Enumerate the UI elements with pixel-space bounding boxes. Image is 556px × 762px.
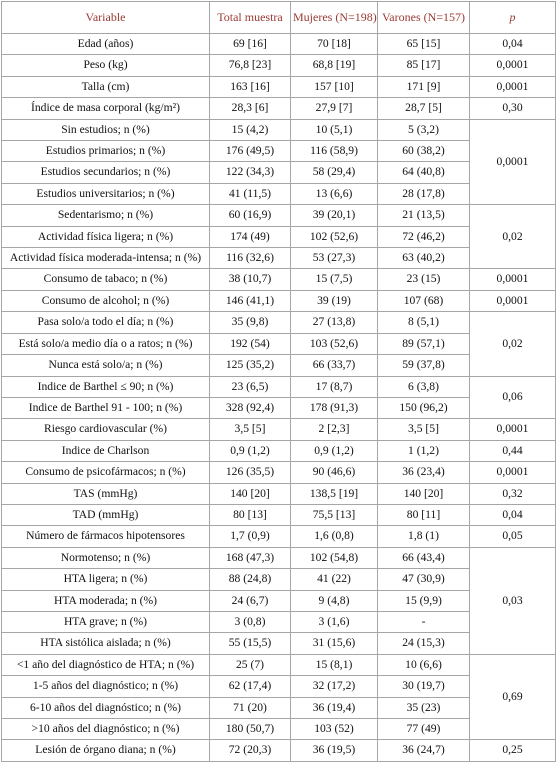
p-value-cell: 0,04	[470, 34, 556, 55]
p-value-cell: 0,0001	[470, 119, 556, 205]
mujeres-cell: 103 (52,6)	[291, 333, 378, 354]
mujeres-cell: 178 (91,3)	[291, 397, 378, 418]
total-cell: 174 (49)	[210, 226, 291, 247]
varones-cell: 80 [11]	[378, 504, 470, 525]
p-value-cell: 0,04	[470, 504, 556, 525]
total-cell: 192 (54)	[210, 333, 291, 354]
mujeres-cell: 3 (1,6)	[291, 611, 378, 632]
table-header	[2, 2, 556, 34]
mujeres-cell: 58 (29,4)	[291, 162, 378, 183]
total-cell: 71 (20)	[210, 697, 291, 718]
variable-cell: Edad (años)	[2, 34, 210, 55]
p-value-cell: 0,06	[470, 376, 556, 419]
variable-cell: Peso (kg)	[2, 55, 210, 76]
varones-cell: 60 (38,2)	[378, 141, 470, 162]
total-cell: 122 (34,3)	[210, 162, 291, 183]
variable-cell: Sedentarismo; n (%)	[2, 205, 210, 226]
total-cell: 55 (15,5)	[210, 633, 291, 654]
varones-cell: 28,7 [5]	[378, 98, 470, 119]
varones-cell: -	[378, 611, 470, 632]
p-value-cell: 0,03	[470, 547, 556, 654]
table-row	[2, 76, 556, 97]
varones-cell: 47 (30,9)	[378, 569, 470, 590]
mujeres-cell: 102 (52,6)	[291, 226, 378, 247]
header-variable: Variable	[2, 2, 210, 34]
total-cell: 328 (92,4)	[210, 397, 291, 418]
p-value-cell: 0,32	[470, 483, 556, 504]
p-value-cell: 0,0001	[470, 419, 556, 440]
total-cell: 0,9 (1,2)	[210, 440, 291, 461]
variable-cell: Estudios primarios; n (%)	[2, 141, 210, 162]
variable-cell: Pasa solo/a todo el día; n (%)	[2, 312, 210, 333]
mujeres-cell: 66 (33,7)	[291, 355, 378, 376]
variable-cell: Nunca está solo/a; n (%)	[2, 355, 210, 376]
p-value-cell: 0,0001	[470, 269, 556, 290]
varones-cell: 3,5 [5]	[378, 419, 470, 440]
varones-cell: 15 (9,9)	[378, 590, 470, 611]
varones-cell: 85 [17]	[378, 55, 470, 76]
total-cell: 1,7 (0,9)	[210, 526, 291, 547]
mujeres-cell: 53 (27,3)	[291, 248, 378, 269]
mujeres-cell: 0,9 (1,2)	[291, 440, 378, 461]
total-cell: 60 (16,9)	[210, 205, 291, 226]
variable-cell: HTA grave; n (%)	[2, 611, 210, 632]
p-value-cell: 0,02	[470, 205, 556, 269]
total-cell: 69 [16]	[210, 34, 291, 55]
mujeres-cell: 116 (58,9)	[291, 141, 378, 162]
variable-cell: Indice de Barthel 91 - 100; n (%)	[2, 397, 210, 418]
total-cell: 28,3 [6]	[210, 98, 291, 119]
variable-cell: <1 año del diagnóstico de HTA; n (%)	[2, 654, 210, 675]
variable-cell: Indice de Barthel ≤ 90; n (%)	[2, 376, 210, 397]
variable-cell: Estudios universitarios; n (%)	[2, 183, 210, 204]
variable-cell: Índice de masa corporal (kg/m²)	[2, 98, 210, 119]
total-cell: 3,5 [5]	[210, 419, 291, 440]
total-cell: 15 (4,2)	[210, 119, 291, 140]
total-cell: 25 (7)	[210, 654, 291, 675]
total-cell: 3 (0,8)	[210, 611, 291, 632]
mujeres-cell: 32 (17,2)	[291, 676, 378, 697]
variable-cell: 6-10 años del diagnóstico; n (%)	[2, 697, 210, 718]
varones-cell: 107 (68)	[378, 290, 470, 311]
total-cell: 76,8 [23]	[210, 55, 291, 76]
varones-cell: 21 (13,5)	[378, 205, 470, 226]
variable-cell: Riesgo cardiovascular (%)	[2, 419, 210, 440]
mujeres-cell: 9 (4,8)	[291, 590, 378, 611]
total-cell: 80 [13]	[210, 504, 291, 525]
varones-cell: 24 (15,3)	[378, 633, 470, 654]
table-body	[2, 34, 556, 762]
mujeres-cell: 39 (19)	[291, 290, 378, 311]
mujeres-cell: 27,9 [7]	[291, 98, 378, 119]
varones-cell: 89 (57,1)	[378, 333, 470, 354]
table-row	[2, 419, 556, 440]
total-cell: 163 [16]	[210, 76, 291, 97]
variable-cell: Estudios secundarios; n (%)	[2, 162, 210, 183]
variable-cell: Talla (cm)	[2, 76, 210, 97]
p-value-cell: 0,69	[470, 654, 556, 740]
table-row	[2, 312, 556, 333]
mujeres-cell: 15 (7,5)	[291, 269, 378, 290]
total-cell: 146 (41,1)	[210, 290, 291, 311]
p-value-cell: 0,02	[470, 312, 556, 376]
header-mujeres: Mujeres (N=198)	[291, 2, 378, 34]
p-value-cell: 0,0001	[470, 290, 556, 311]
varones-cell: 8 (5,1)	[378, 312, 470, 333]
p-value-cell: 0,30	[470, 98, 556, 119]
total-cell: 38 (10,7)	[210, 269, 291, 290]
varones-cell: 59 (37,8)	[378, 355, 470, 376]
mujeres-cell: 102 (54,8)	[291, 547, 378, 568]
p-value-cell: 0,05	[470, 526, 556, 547]
varones-cell: 171 [9]	[378, 76, 470, 97]
table-row	[2, 55, 556, 76]
mujeres-cell: 41 (22)	[291, 569, 378, 590]
header-p-value: p	[470, 2, 556, 34]
variable-cell: Actividad física ligera; n (%)	[2, 226, 210, 247]
varones-cell: 77 (49)	[378, 719, 470, 740]
variable-cell: Consumo de tabaco; n (%)	[2, 269, 210, 290]
varones-cell: 6 (3,8)	[378, 376, 470, 397]
table-row	[2, 440, 556, 461]
total-cell: 62 (17,4)	[210, 676, 291, 697]
variable-cell: Está solo/a medio día o a ratos; n (%)	[2, 333, 210, 354]
variable-cell: TAD (mmHg)	[2, 504, 210, 525]
variable-cell: Normotenso; n (%)	[2, 547, 210, 568]
table-container	[1, 1, 555, 757]
p-value-cell: 0,0001	[470, 76, 556, 97]
variable-cell: Consumo de alcohol; n (%)	[2, 290, 210, 311]
variable-cell: Actividad física moderada-intensa; n (%)	[2, 248, 210, 269]
mujeres-cell: 75,5 [13]	[291, 504, 378, 525]
variable-cell: Lesión de órgano diana; n (%)	[2, 740, 210, 761]
total-cell: 35 (9,8)	[210, 312, 291, 333]
variable-cell: Número de fármacos hipotensores	[2, 526, 210, 547]
total-cell: 125 (35,2)	[210, 355, 291, 376]
varones-cell: 36 (23,4)	[378, 462, 470, 483]
varones-cell: 66 (43,4)	[378, 547, 470, 568]
varones-cell: 36 (24,7)	[378, 740, 470, 761]
varones-cell: 35 (23)	[378, 697, 470, 718]
mujeres-cell: 10 (5,1)	[291, 119, 378, 140]
table-row	[2, 290, 556, 311]
total-cell: 180 (50,7)	[210, 719, 291, 740]
header-varones: Varones (N=157)	[378, 2, 470, 34]
header-row	[2, 2, 556, 34]
varones-cell: 72 (46,2)	[378, 226, 470, 247]
variable-cell: HTA sistólica aislada; n (%)	[2, 633, 210, 654]
mujeres-cell: 13 (6,6)	[291, 183, 378, 204]
table-row	[2, 483, 556, 504]
mujeres-cell: 90 (46,6)	[291, 462, 378, 483]
total-cell: 176 (49,5)	[210, 141, 291, 162]
p-value-cell: 0,0001	[470, 55, 556, 76]
varones-cell: 65 [15]	[378, 34, 470, 55]
table-row	[2, 119, 556, 140]
mujeres-cell: 2 [2,3]	[291, 419, 378, 440]
variable-cell: Sin estudios; n (%)	[2, 119, 210, 140]
p-value-cell: 0,0001	[470, 462, 556, 483]
table-row	[2, 740, 556, 761]
mujeres-cell: 15 (8,1)	[291, 654, 378, 675]
varones-cell: 28 (17,8)	[378, 183, 470, 204]
data-table	[1, 1, 556, 762]
varones-cell: 1,8 (1)	[378, 526, 470, 547]
variable-cell: HTA moderada; n (%)	[2, 590, 210, 611]
varones-cell: 150 (96,2)	[378, 397, 470, 418]
total-cell: 41 (11,5)	[210, 183, 291, 204]
mujeres-cell: 138,5 [19]	[291, 483, 378, 504]
table-row	[2, 504, 556, 525]
total-cell: 88 (24,8)	[210, 569, 291, 590]
table-row	[2, 462, 556, 483]
variable-cell: Consumo de psicofármacos; n (%)	[2, 462, 210, 483]
varones-cell: 64 (40,8)	[378, 162, 470, 183]
variable-cell: TAS (mmHg)	[2, 483, 210, 504]
variable-cell: Indice de Charlson	[2, 440, 210, 461]
table-row	[2, 526, 556, 547]
mujeres-cell: 27 (13,8)	[291, 312, 378, 333]
varones-cell: 63 (40,2)	[378, 248, 470, 269]
total-cell: 126 (35,5)	[210, 462, 291, 483]
varones-cell: 10 (6,6)	[378, 654, 470, 675]
variable-cell: 1-5 años del diagnóstico; n (%)	[2, 676, 210, 697]
variable-cell: HTA ligera; n (%)	[2, 569, 210, 590]
mujeres-cell: 1,6 (0,8)	[291, 526, 378, 547]
total-cell: 24 (6,7)	[210, 590, 291, 611]
varones-cell: 5 (3,2)	[378, 119, 470, 140]
p-value-cell: 0,25	[470, 740, 556, 761]
total-cell: 168 (47,3)	[210, 547, 291, 568]
table-row	[2, 98, 556, 119]
mujeres-cell: 17 (8,7)	[291, 376, 378, 397]
p-value-cell: 0,44	[470, 440, 556, 461]
mujeres-cell: 68,8 [19]	[291, 55, 378, 76]
table-row	[2, 547, 556, 568]
table-row	[2, 34, 556, 55]
varones-cell: 30 (19,7)	[378, 676, 470, 697]
mujeres-cell: 103 (52)	[291, 719, 378, 740]
total-cell: 23 (6,5)	[210, 376, 291, 397]
header-total: Total muestra	[210, 2, 291, 34]
varones-cell: 140 [20]	[378, 483, 470, 504]
table-row	[2, 654, 556, 675]
varones-cell: 1 (1,2)	[378, 440, 470, 461]
table-row	[2, 269, 556, 290]
varones-cell: 23 (15)	[378, 269, 470, 290]
mujeres-cell: 157 [10]	[291, 76, 378, 97]
table-row	[2, 376, 556, 397]
mujeres-cell: 36 (19,5)	[291, 740, 378, 761]
table-row	[2, 205, 556, 226]
mujeres-cell: 70 [18]	[291, 34, 378, 55]
variable-cell: >10 años del diagnóstico; n (%)	[2, 719, 210, 740]
mujeres-cell: 36 (19,4)	[291, 697, 378, 718]
total-cell: 116 (32,6)	[210, 248, 291, 269]
total-cell: 140 [20]	[210, 483, 291, 504]
total-cell: 72 (20,3)	[210, 740, 291, 761]
mujeres-cell: 39 (20,1)	[291, 205, 378, 226]
mujeres-cell: 31 (15,6)	[291, 633, 378, 654]
